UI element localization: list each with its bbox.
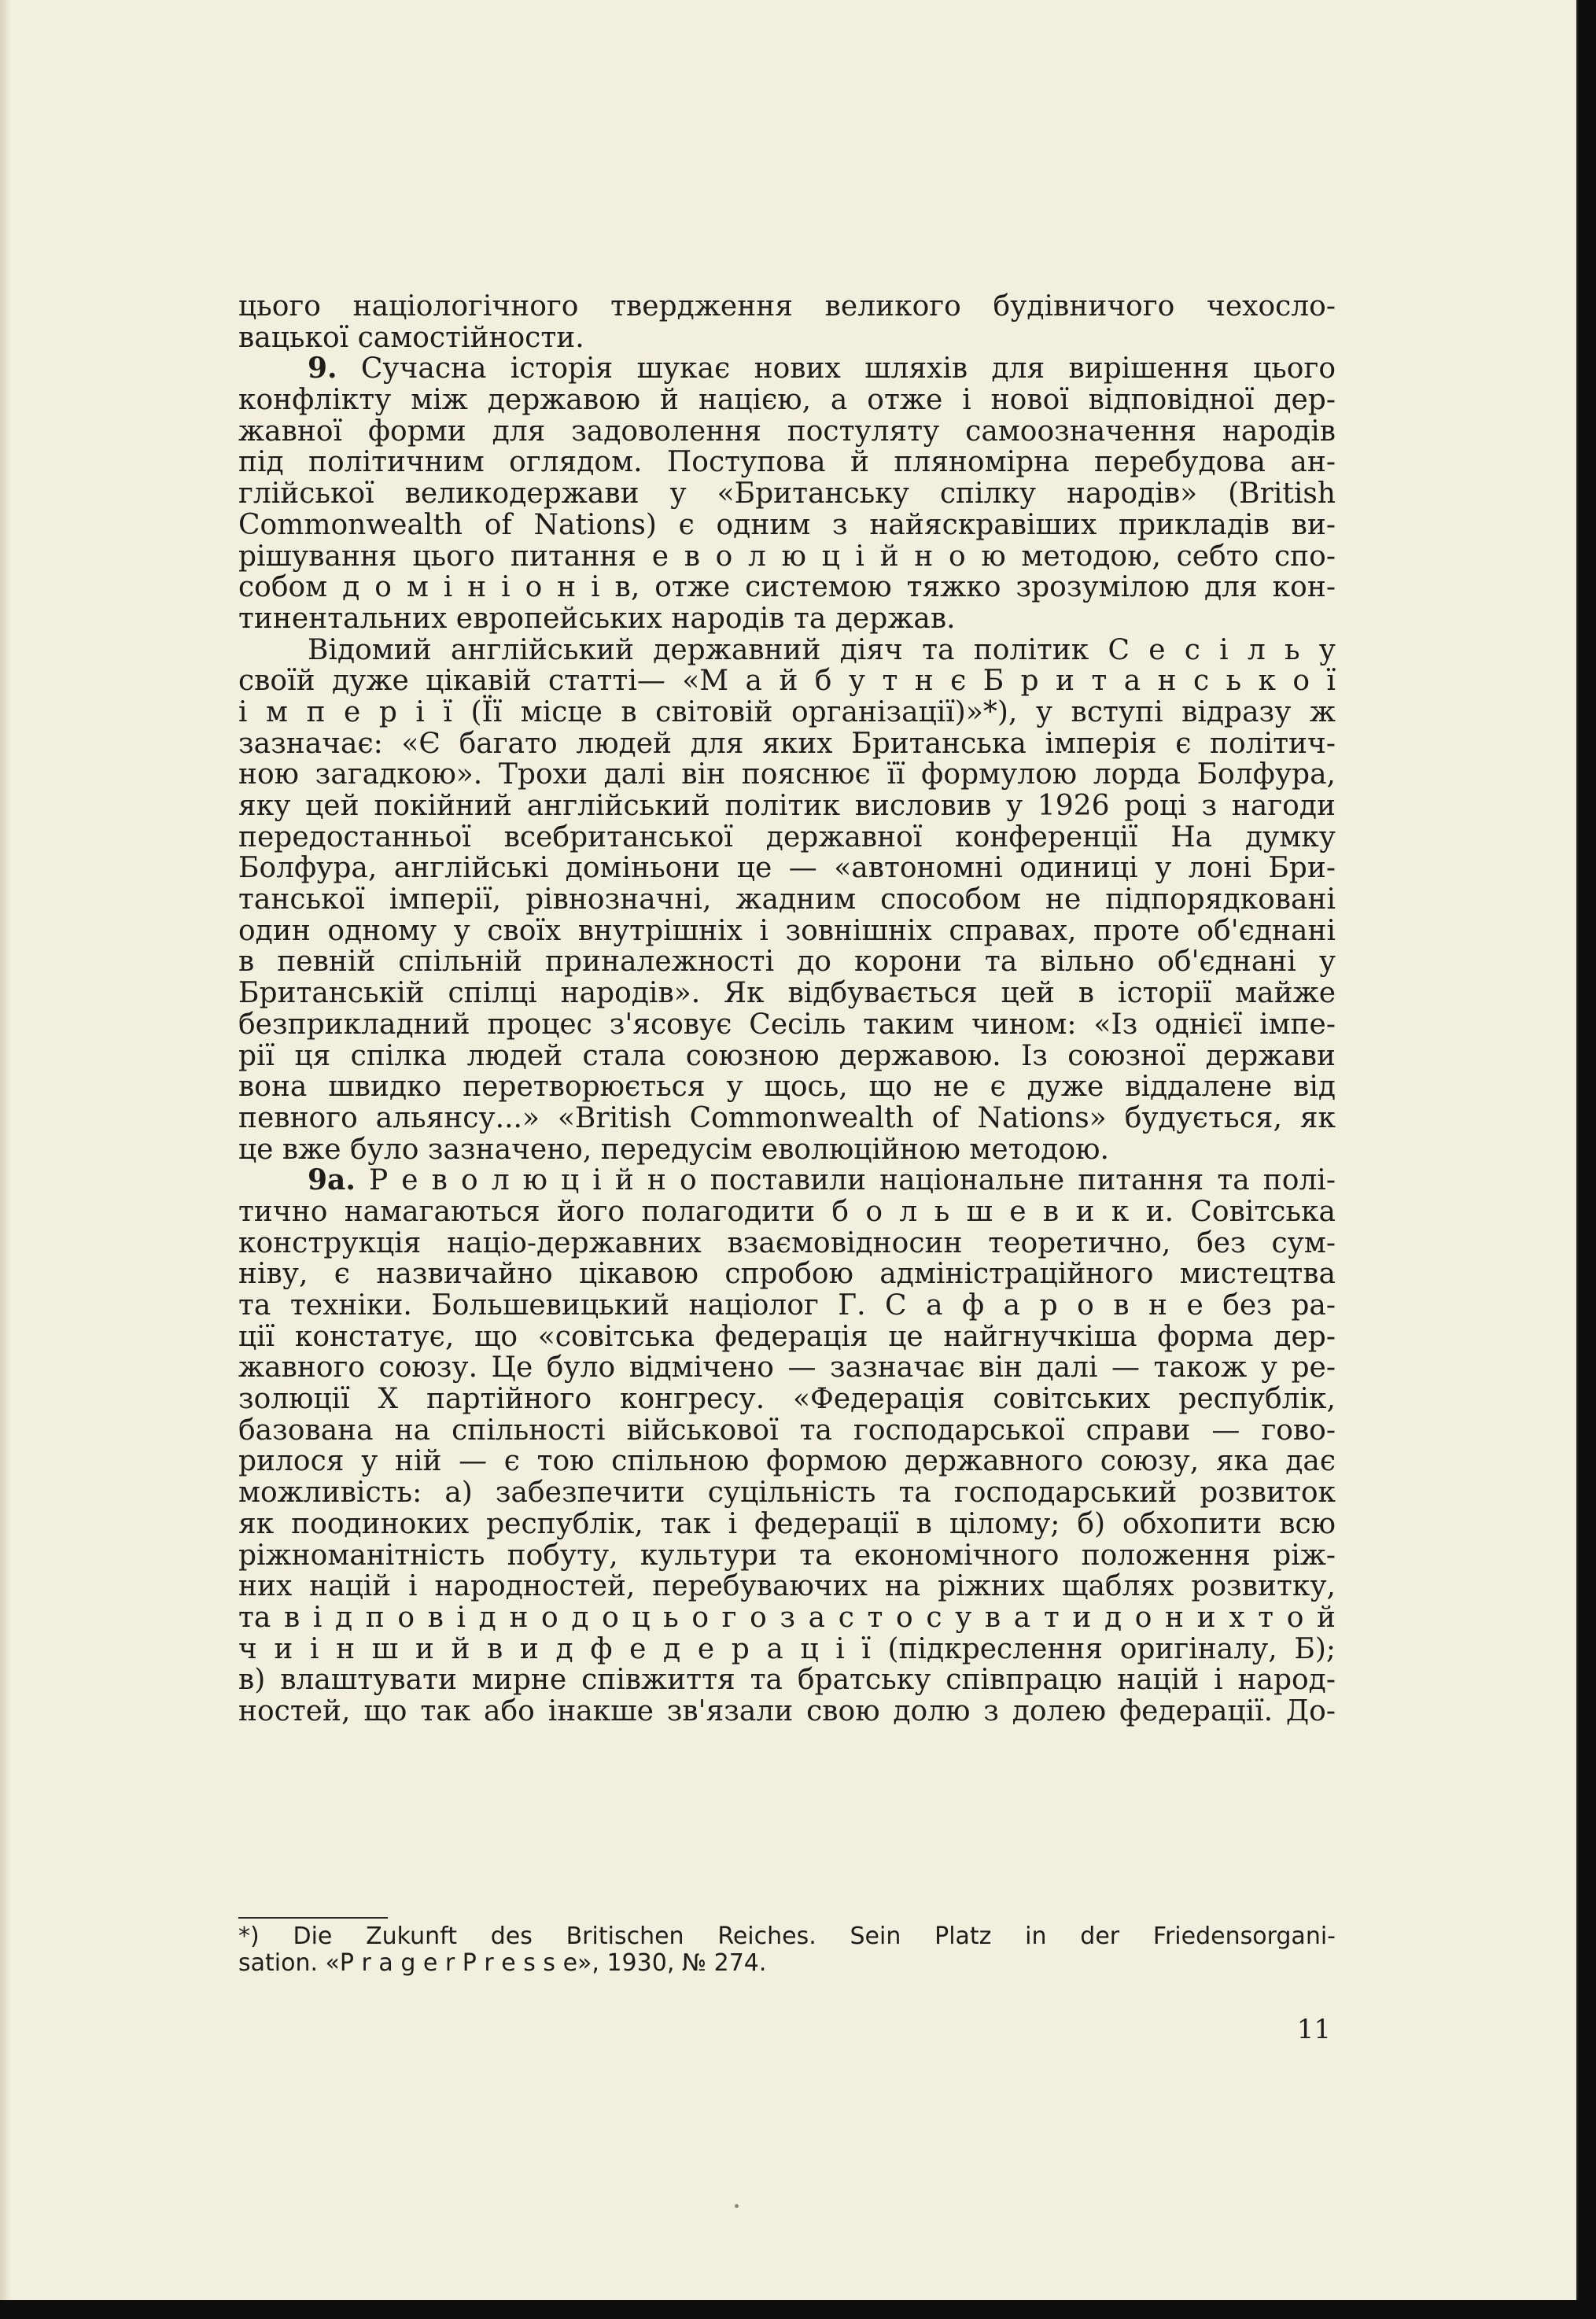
- text-line: тинентальних европейських народів та держав.: [238, 602, 956, 635]
- text-line: безприкладний процес з'ясовує Сесіль таким чином: «Із однієї імпе-: [238, 1008, 1336, 1041]
- text-line: золюції X партійного конгресу. «Федерація совітських республік,: [238, 1383, 1336, 1416]
- text-line: Відомий англійський державний діяч та політик С е с і л ь у: [308, 633, 1336, 666]
- text-line: вона швидко перетворюється у щось, що не є дуже віддалене від: [238, 1071, 1336, 1104]
- text-line: собом д о м і н і о н і в, отже системою тяжко зрозумілою для кон-: [238, 571, 1336, 604]
- text-line: та техніки. Большевицький націолог Г. С а ф а р о в н е без ра-: [238, 1289, 1336, 1322]
- text-line: в певній спільній приналежності до корони та вільно об'єднані у: [238, 946, 1336, 979]
- text-line: Британській спілці народів». Як відбувається цей в історії майже: [238, 977, 1336, 1010]
- text-line: рії ця спілка людей стала союзною державою. Із союзної держави: [238, 1039, 1336, 1072]
- text-line: конструкція націо-державних взаємовідносин теоретично, без сум-: [238, 1226, 1336, 1259]
- body-text: [238, 291, 1336, 1727]
- text-line: Commonwealth of Nations) є одним з найяскравіших прикладів ви-: [238, 508, 1336, 541]
- text-line: конфлікту між державою й нацією, а отже і нової відповідної дер-: [238, 384, 1336, 417]
- paragraph-number: 9.: [308, 352, 337, 385]
- footnote-divider: [238, 1917, 388, 1919]
- text-line: тично намагаються його полагодити б о л ь ш е в и к и. Совітська: [238, 1195, 1336, 1228]
- page-mark-dot: [735, 2204, 739, 2208]
- text-line: жавного союзу. Це було відмічено — зазначає він далі — також у ре-: [238, 1351, 1336, 1384]
- text-line-content: Р е в о л ю ц і й н о поставили національне питання та полі-: [355, 1164, 1336, 1197]
- footnote-line: sation. «P r a g e r P r e s s e», 1930, № 274.: [238, 1949, 767, 1977]
- text-line: один одному у своїх внутрішніх і зовнішніх справах, проте об'єднані: [238, 914, 1336, 947]
- text-line: ною загадкою». Трохи далі він пояснює її формулою лорда Болфура,: [238, 758, 1336, 791]
- footnote-line: *) Die Zukunft des Britischen Reiches. Sein Platz in der Friedensorgani-: [238, 1923, 1336, 1950]
- text-line: ностей, що так або інакше зв'язали свою долю з долею федерації. До-: [238, 1694, 1336, 1727]
- text-line: ріжноманітність побуту, культури та економічного положення ріж-: [238, 1539, 1336, 1572]
- text-line: рилося у ній — є тою спільною формою державного союзу, яка дає: [238, 1445, 1336, 1478]
- text-line: передостанньої всебританської державної конференції На думку: [238, 820, 1336, 853]
- text-line: певного альянсу...» «British Commonwealth of Nations» будується, як: [238, 1101, 1336, 1134]
- text-line: ч и і н ш и й в и д ф е д е р а ц і ї (підкреслення оригіналу, Б);: [238, 1632, 1336, 1665]
- text-line: своїй дуже цікавій статті— «М а й б у т н є Б р и т а н с ь к о ї: [238, 665, 1336, 698]
- text-line: в) влаштувати мирне співжиття та братську співпрацю націй і народ-: [238, 1664, 1336, 1697]
- paragraph-number: 9а.: [308, 1163, 356, 1197]
- text-line: яку цей покійний англійський політик висловив у 1926 році з нагоди: [238, 790, 1336, 822]
- text-line: жавної форми для задоволення постуляту самоозначення народів: [238, 415, 1336, 448]
- text-line: рішування цього питання е в о л ю ц і й н о ю методою, себто спо-: [238, 540, 1336, 573]
- text-line: зазначає: «Є багато людей для яких Британська імперія є політич-: [238, 727, 1336, 760]
- text-line-content: Сучасна історія шукає нових шляхів для вирішення цього: [337, 352, 1336, 385]
- text-line: [238, 1165, 1336, 1196]
- text-line: та в і д п о в і д н о д о ц ь о г о з а с т о с у в а т и д о н и х т о й: [238, 1601, 1336, 1634]
- text-line: глійської великодержави у «Британську спілку народів» (British: [238, 477, 1336, 511]
- text-line: ніву, є назвичайно цікавою спробою адміністраційного мистецтва: [238, 1258, 1336, 1291]
- footnote: [238, 1923, 1336, 1977]
- text-line: вацької самостійности.: [238, 321, 584, 354]
- page-number: 11: [1296, 2014, 1331, 2045]
- text-line: [238, 353, 1336, 385]
- text-line: них націй і народностей, перебуваючих на ріжних щаблях розвитку,: [238, 1570, 1336, 1603]
- text-line: під політичним оглядом. Поступова й пляномірна перебудова ан-: [238, 446, 1336, 479]
- text-line: Болфура, англійські доміньони це — «автономні одиниці у лоні Бри-: [238, 852, 1336, 885]
- text-line: базована на спільності військової та господарської справи — гово-: [238, 1414, 1336, 1447]
- text-line: ції констатує, що «совітська федерація це найгнучкіша форма дер-: [238, 1320, 1336, 1353]
- text-line: як поодиноких республік, так і федерації в цілому; б) обхопити всю: [238, 1507, 1336, 1540]
- text-line: і м п е р і ї (Її місце в світовій організації)»*), у вступі відразу ж: [238, 695, 1336, 728]
- text-line: можливість: а) забезпечити суцільність та господарський розвиток: [238, 1477, 1336, 1510]
- text-line: танської імперії, рівнозначні, жадним способом не підпорядковані: [238, 883, 1336, 916]
- text-line: це вже було зазначено, передусім еволюційною методою.: [238, 1133, 1109, 1166]
- page-edge-shadow: [0, 0, 11, 2300]
- text-line: цього націологічного твердження великого будівничого чехосло-: [238, 290, 1336, 323]
